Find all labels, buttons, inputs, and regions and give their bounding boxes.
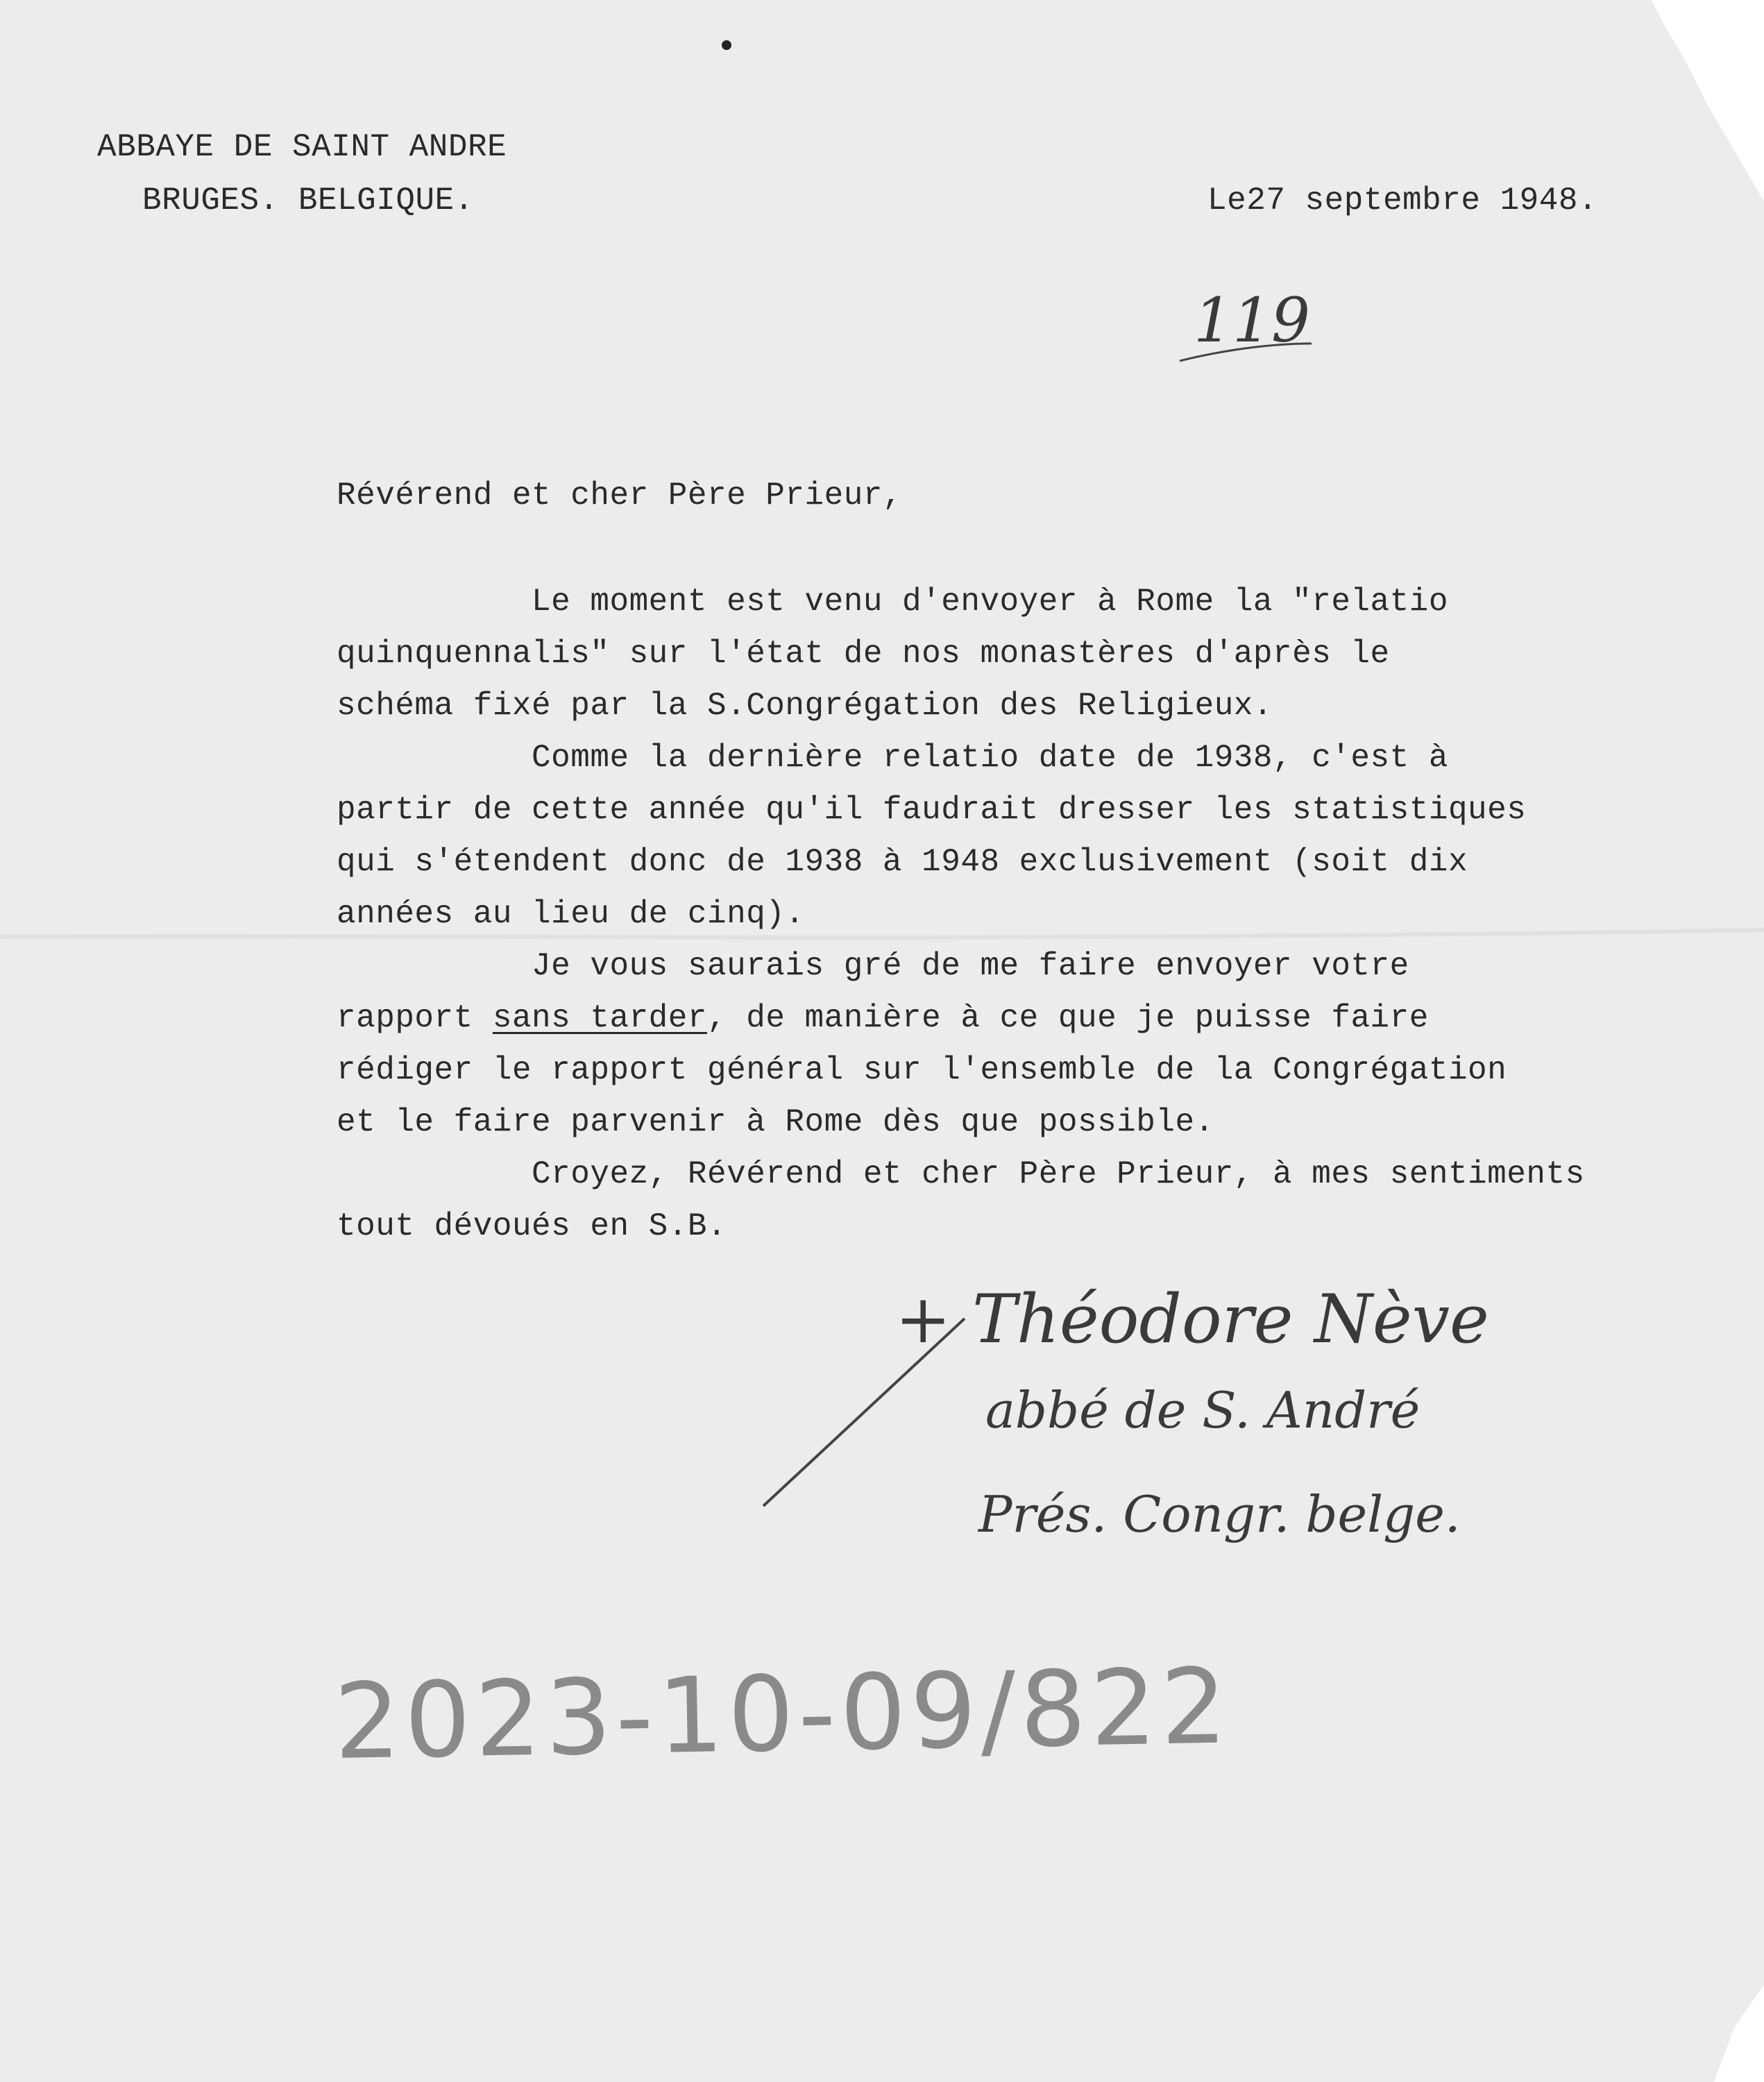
body-line: quinquennalis" sur l'état de nos monastères d'après le: [337, 636, 1390, 672]
archive-stamp: 2023-10-09/822: [333, 1646, 1232, 1783]
body-line: Le moment est venu d'envoyer à Rome la "relatio: [337, 584, 1448, 620]
punch-dot: [722, 40, 731, 50]
body-line: Croyez, Révérend et cher Père Prieur, à mes sentiments: [337, 1156, 1585, 1192]
letter-date: Le27 septembre 1948.: [1207, 183, 1598, 219]
underlined-text: sans tarder: [492, 1000, 707, 1036]
body-line: rapport sans tarder, de manière à ce que je puisse faire: [337, 1000, 1429, 1036]
body-line: schéma fixé par la S.Congrégation des Religieux.: [337, 688, 1273, 724]
body-line: années au lieu de cinq).: [337, 896, 805, 932]
abbey-name: ABBAYE DE SAINT ANDRE: [97, 129, 507, 165]
body-line: Je vous saurais gré de me faire envoyer votre: [337, 948, 1409, 984]
body-line: rédiger le rapport général sur l'ensemble de la Congrégation: [337, 1052, 1507, 1088]
signature-office: Prés. Congr. belge.: [978, 1485, 1461, 1543]
body-line: partir de cette année qu'il faudrait dresser les statistiques: [337, 792, 1527, 828]
abbey-location: BRUGES. BELGIQUE.: [142, 183, 474, 219]
body-line: tout dévoués en S.B.: [337, 1208, 727, 1244]
letter-body: [337, 576, 1724, 1253]
signature-title: abbé de S. André: [985, 1381, 1420, 1439]
body-line: et le faire parvenir à Rome dès que possible.: [337, 1104, 1214, 1140]
body-line: qui s'étendent donc de 1938 à 1948 exclusivement (soit dix: [337, 844, 1468, 880]
handwritten-number: 119: [1194, 285, 1310, 356]
body-line: Comme la dernière relatio date de 1938, c'est à: [337, 740, 1448, 776]
signature-name: + Théodore Nève: [895, 1280, 1489, 1358]
salutation: Révérend et cher Père Prieur,: [337, 477, 903, 514]
